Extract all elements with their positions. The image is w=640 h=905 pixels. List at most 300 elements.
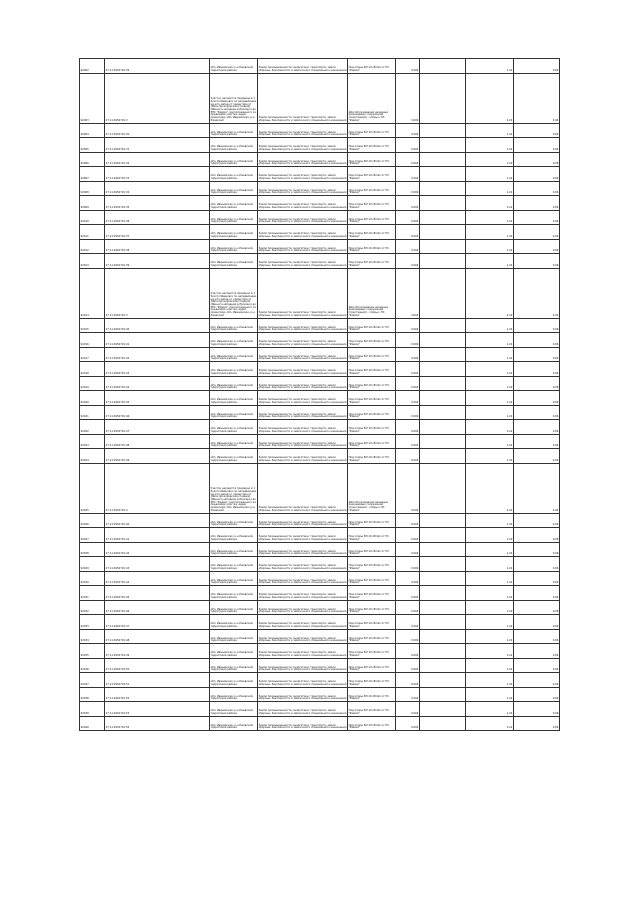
value2-text: 4.04 — [552, 313, 559, 317]
table-row — [80, 702, 560, 717]
table-body — [80, 59, 560, 731]
value2-text: 0.06 — [552, 234, 559, 238]
location-cell — [210, 463, 258, 513]
area-text: 0.004 — [411, 133, 419, 137]
value2-text: 0.06 — [552, 68, 559, 72]
empty-cell — [420, 463, 466, 513]
area-cell — [396, 167, 420, 182]
purpose-text: Под опоры ВЛ 10 кВ №1 от ПС "Ферма" — [348, 535, 390, 541]
land-category-text: Земли промышленности, энергетики, транспорта, земли обороны, безопасности и земли иного специального назначения — [258, 427, 347, 433]
location-cell — [210, 405, 258, 420]
row-id-text: 92019 — [80, 386, 89, 390]
value2-cell — [514, 59, 560, 74]
row-id-cell — [80, 542, 105, 557]
location-cell — [210, 152, 258, 167]
location-text: обл. Ивановская, р-н Ржевский, территория района — [210, 130, 254, 137]
value-text: 1.22 — [506, 711, 513, 715]
purpose-cell — [348, 513, 396, 528]
table-row — [80, 123, 560, 138]
cadastral-number-cell — [105, 73, 210, 123]
area-text: 0.004 — [411, 147, 419, 151]
row-id-cell — [80, 225, 105, 240]
value-text: 1.22 — [506, 342, 513, 346]
land-category-cell — [258, 586, 348, 601]
value-cell — [466, 658, 514, 673]
area-text: 0.004 — [411, 263, 419, 267]
value2-cell — [514, 73, 560, 123]
row-id-text: 92028 — [80, 552, 89, 556]
empty-cell — [420, 167, 466, 182]
area-cell — [396, 420, 420, 435]
land-category-text: Земли промышленности, энергетики, транспорта, земли обороны, безопасности и земли иного специального назначения — [258, 325, 347, 332]
land-category-text: Земли промышленности, энергетики, транспорта, земли обороны, безопасности и земли иного специального назначения — [258, 564, 347, 570]
purpose-cell — [348, 658, 396, 673]
area-cell — [396, 644, 420, 659]
purpose-cell — [348, 420, 396, 435]
cadastral-number-text: 27:11:0452701:40 — [105, 328, 130, 332]
cadastral-number-cell — [105, 181, 210, 196]
area-cell — [396, 513, 420, 528]
value2-text: 0.06 — [552, 682, 559, 686]
row-id-text: 92023 — [80, 444, 89, 448]
value-text: 1.22 — [506, 682, 513, 686]
land-category-cell — [258, 167, 348, 182]
value-text: 1.22 — [506, 523, 513, 527]
location-cell — [210, 181, 258, 196]
table-row — [80, 138, 560, 153]
purpose-cell — [348, 528, 396, 543]
land-category-cell — [258, 73, 348, 123]
cadastral-number-text: 27:11:0452701:38 — [105, 249, 130, 253]
cadastral-number-cell — [105, 254, 210, 269]
empty-cell — [420, 716, 466, 731]
cadastral-number-text: 27:11:0452701:47 — [105, 624, 130, 628]
empty-cell — [420, 318, 466, 333]
row-id-text: 92004 — [80, 133, 89, 137]
table-row — [80, 239, 560, 254]
area-cell — [396, 600, 420, 615]
value-text: 4.22 — [506, 118, 513, 122]
value2-cell — [514, 513, 560, 528]
row-id-text: 92022 — [80, 429, 89, 433]
value2-text: 0.06 — [552, 162, 559, 166]
row-id-text: 92031 — [80, 595, 89, 599]
purpose-text: Под опоры ВЛ 10 кВ №1 от ПС "Ферма" — [348, 174, 390, 180]
empty-cell — [420, 571, 466, 586]
value2-cell — [514, 420, 560, 435]
value-text: 1.22 — [506, 566, 513, 570]
row-id-text: 92015 — [80, 328, 89, 332]
row-id-text: 92012 — [80, 249, 89, 253]
value2-text: 0.06 — [552, 133, 559, 137]
table-row — [80, 210, 560, 225]
area-cell — [396, 225, 420, 240]
cadastral-number-text: 27:11:0452701:42 — [105, 552, 130, 556]
cadastral-number-cell — [105, 333, 210, 348]
area-text: 0.004 — [411, 697, 419, 701]
cadastral-number-text: 27:11:0452701:50 — [105, 668, 130, 672]
value2-cell — [514, 362, 560, 377]
empty-cell — [420, 181, 466, 196]
purpose-cell — [348, 196, 396, 211]
value-text: 1.22 — [506, 415, 513, 419]
value2-cell — [514, 528, 560, 543]
row-id-cell — [80, 673, 105, 688]
row-id-cell — [80, 449, 105, 464]
cadastral-number-cell — [105, 239, 210, 254]
land-category-text: Земли промышленности, энергетики, транспорта, земли обороны, безопасности и земли иного специального назначения — [258, 549, 347, 556]
value-text: 1.22 — [506, 205, 513, 209]
row-id-text: 92007 — [80, 176, 89, 180]
purpose-text: Под опоры ВЛ 10 кВ №1 от ПС "Ферма" — [348, 709, 390, 715]
purpose-text: Под опоры ВЛ 10 кВ №1 от ПС "Ферма" — [348, 607, 390, 614]
cadastral-number-cell — [105, 513, 210, 528]
cadastral-number-text: 27:11:0452701:3 — [105, 118, 128, 122]
land-category-cell — [258, 528, 348, 543]
cadastral-number-text: 27:11:0452701:46 — [105, 610, 130, 614]
row-id-text: 92021 — [80, 415, 89, 419]
land-category-cell — [258, 333, 348, 348]
value-cell — [466, 434, 514, 449]
location-text: обл. Ивановская, р-н Ржевский, территория района — [210, 354, 254, 361]
table-row — [80, 528, 560, 543]
value-cell — [466, 600, 514, 615]
value2-text: 0.06 — [552, 444, 559, 448]
area-text: 0.004 — [411, 624, 419, 628]
purpose-text: Под опоры ВЛ 10 кВ №1 от ПС "Ферма" — [348, 622, 390, 628]
value-cell — [466, 181, 514, 196]
table-row — [80, 658, 560, 673]
table-row — [80, 687, 560, 702]
purpose-cell — [348, 181, 396, 196]
cadastral-number-cell — [105, 687, 210, 702]
value-cell — [466, 59, 514, 74]
location-text: обл. Ивановская, р-н Ржевский, территория района — [210, 651, 254, 657]
land-category-text: Земли промышленности, энергетики, транспорта, земли обороны, безопасности и земли иного специального назначения — [258, 520, 347, 527]
value-cell — [466, 687, 514, 702]
location-cell — [210, 333, 258, 348]
location-cell — [210, 571, 258, 586]
area-cell — [396, 405, 420, 420]
cadastral-number-text: 27:11:0452701:48 — [105, 639, 130, 643]
location-text: Участок находится примерно в 1 5км по Ивановск по направлению на юго-запад от ориентира от (Ивса-прохоровская-станция) (Ива-юго-западная д Ерохино) до РПС "Ферма", расположенного за пределами участка, адрес ориентира: обл. Ивановская, р-н Ржевский — [210, 487, 257, 512]
value2-text: 0.06 — [552, 191, 559, 195]
value2-cell — [514, 152, 560, 167]
land-category-text: Земли промышленности, энергетики, транспорта, земли обороны, безопасности и земли иного специального назначения — [258, 217, 347, 224]
location-cell — [210, 225, 258, 240]
area-cell — [396, 673, 420, 688]
area-text: 4.004 — [411, 313, 419, 317]
area-cell — [396, 571, 420, 586]
value-cell — [466, 376, 514, 391]
land-category-cell — [258, 362, 348, 377]
table-row — [80, 600, 560, 615]
cadastral-number-cell — [105, 673, 210, 688]
location-text: обл. Ивановская, р-н Ржевский, территория района — [210, 636, 254, 643]
land-category-text: Земли промышленности, энергетики, транспорта, земли обороны, безопасности и земли иного специального назначения — [258, 246, 347, 253]
location-text: обл. Ивановская, р-н Ржевский, территория района — [210, 535, 254, 541]
row-id-text: 92010 — [80, 220, 89, 224]
row-id-text: 92038 — [80, 697, 89, 701]
table-row — [80, 347, 560, 362]
location-cell — [210, 362, 258, 377]
empty-cell — [420, 73, 466, 123]
row-id-text: 92003 — [80, 118, 89, 122]
value2-cell — [514, 702, 560, 717]
row-id-cell — [80, 571, 105, 586]
row-id-text: 92032 — [80, 610, 89, 614]
row-id-text: 92026 — [80, 523, 89, 527]
cadastral-number-text: 27:11:0452701:35 — [105, 205, 130, 209]
location-cell — [210, 239, 258, 254]
location-cell — [210, 434, 258, 449]
land-category-cell — [258, 181, 348, 196]
value-cell — [466, 152, 514, 167]
area-cell — [396, 629, 420, 644]
location-text: обл. Ивановская, р-н Ржевский, территория района — [210, 66, 254, 72]
cadastral-number-cell — [105, 59, 210, 74]
table-row — [80, 542, 560, 557]
purpose-cell — [348, 449, 396, 464]
location-cell — [210, 376, 258, 391]
row-id-text: 92037 — [80, 682, 89, 686]
location-cell — [210, 658, 258, 673]
cadastral-number-text: 27:11:0452701:44 — [105, 386, 130, 390]
row-id-cell — [80, 376, 105, 391]
cadastral-number-text: 27:11:0452701:48 — [105, 444, 130, 448]
value-text: 1.22 — [506, 400, 513, 404]
area-text: 0.004 — [411, 668, 419, 672]
cadastral-number-cell — [105, 658, 210, 673]
value-text: 1.22 — [506, 191, 513, 195]
purpose-text: Под опоры ВЛ 10 кВ №1 от ПС "Ферма" — [348, 680, 390, 686]
purpose-cell — [348, 225, 396, 240]
value-cell — [466, 391, 514, 406]
cadastral-number-cell — [105, 210, 210, 225]
value-text: 1.22 — [506, 653, 513, 657]
row-id-text: 92027 — [80, 537, 89, 541]
empty-cell — [420, 152, 466, 167]
purpose-text: Под опоры ВЛ 10 кВ №1 от ПС "Ферма" — [348, 564, 390, 570]
value2-cell — [514, 181, 560, 196]
value-text: 1.22 — [506, 639, 513, 643]
cadastral-number-cell — [105, 615, 210, 630]
value2-cell — [514, 268, 560, 318]
location-text: обл. Ивановская, р-н Ржевский, территория района — [210, 246, 254, 253]
cadastral-number-text: 27:11:0452701:41 — [105, 342, 130, 346]
area-cell — [396, 239, 420, 254]
value2-cell — [514, 225, 560, 240]
location-cell — [210, 600, 258, 615]
value-text: 1.22 — [506, 371, 513, 375]
row-id-cell — [80, 152, 105, 167]
purpose-text: Под опоры ВЛ 10 кВ №1 от ПС "Ферма" — [348, 636, 390, 643]
row-id-text: 92013 — [80, 263, 89, 267]
table-row — [80, 152, 560, 167]
purpose-cell — [348, 318, 396, 333]
row-id-cell — [80, 434, 105, 449]
purpose-cell — [348, 73, 396, 123]
purpose-text: Под опоры ВЛ 10 кВ №1 от ПС "Ферма" — [348, 188, 390, 195]
location-text: обл. Ивановская, р-н Ржевский, территория района — [210, 232, 254, 238]
value-cell — [466, 449, 514, 464]
row-id-cell — [80, 420, 105, 435]
value2-text: 0.06 — [552, 711, 559, 715]
land-category-text: Земли промышленности, энергетики, транспорта, земли обороны, безопасности и земли иного специального назначения — [258, 340, 347, 346]
empty-cell — [420, 629, 466, 644]
cadastral-number-cell — [105, 225, 210, 240]
area-cell — [396, 347, 420, 362]
location-text: обл. Ивановская, р-н Ржевский, территория района — [210, 325, 254, 332]
land-category-cell — [258, 210, 348, 225]
area-cell — [396, 702, 420, 717]
land-category-text: Земли промышленности, энергетики, транспорта, земли обороны, безопасности и земли иного специального назначения — [258, 383, 347, 390]
empty-cell — [420, 123, 466, 138]
row-id-cell — [80, 59, 105, 74]
purpose-cell — [348, 557, 396, 572]
empty-cell — [420, 268, 466, 318]
purpose-cell — [348, 571, 396, 586]
purpose-text: Под опоры ВЛ 10 кВ №1 от ПС "Ферма" — [348, 66, 390, 72]
purpose-cell — [348, 405, 396, 420]
empty-cell — [420, 210, 466, 225]
cadastral-number-cell — [105, 138, 210, 153]
area-text: 0.004 — [411, 205, 419, 209]
value-cell — [466, 463, 514, 513]
cadastral-number-cell — [105, 123, 210, 138]
value2-cell — [514, 391, 560, 406]
row-id-text: 92024 — [80, 458, 89, 462]
location-text: обл. Ивановская, р-н Ржевский, территория района — [210, 369, 254, 375]
land-parcels-table — [79, 58, 560, 731]
location-cell — [210, 629, 258, 644]
cadastral-number-cell — [105, 702, 210, 717]
location-cell — [210, 449, 258, 464]
empty-cell — [420, 434, 466, 449]
row-id-cell — [80, 254, 105, 269]
purpose-cell — [348, 254, 396, 269]
location-text: обл. Ивановская, р-н Ржевский, территория района — [210, 383, 254, 390]
area-cell — [396, 557, 420, 572]
value2-text: 0.06 — [552, 668, 559, 672]
value2-cell — [514, 347, 560, 362]
table-row — [80, 181, 560, 196]
cadastral-number-text: 27:11:0452701:40 — [105, 523, 130, 527]
land-category-text: Земли промышленности, энергетики, транспорта, земли обороны, безопасности и земли иного специального назначения — [258, 694, 347, 701]
purpose-text: Под опоры ВЛ 10 кВ №1 от ПС "Ферма" — [348, 549, 390, 556]
cadastral-number-text: 27:11:0452701:30 — [105, 133, 130, 137]
empty-cell — [420, 333, 466, 348]
value2-text: 0.06 — [552, 581, 559, 585]
purpose-text: Под опоры ВЛ 10 кВ №1 от ПС "Ферма" — [348, 578, 390, 585]
purpose-text: Под опоры ВЛ 10 кВ №1 от ПС "Ферма" — [348, 723, 390, 730]
land-category-text: Земли промышленности, энергетики, транспорта, земли обороны, безопасности и земли иного специального назначения — [258, 535, 347, 541]
empty-cell — [420, 557, 466, 572]
land-category-cell — [258, 123, 348, 138]
location-cell — [210, 702, 258, 717]
location-text: обл. Ивановская, р-н Ржевский, территория района — [210, 549, 254, 556]
area-cell — [396, 254, 420, 269]
row-id-cell — [80, 586, 105, 601]
value2-cell — [514, 629, 560, 644]
cadastral-number-text: 27:11:0452701:3 — [105, 313, 128, 317]
value-text: 1.22 — [506, 234, 513, 238]
value-text: 1.22 — [506, 581, 513, 585]
land-category-text: Земли промышленности, энергетики, транспорта, земли обороны, безопасности и земли иного специального назначения — [258, 593, 347, 599]
value2-cell — [514, 239, 560, 254]
value2-cell — [514, 434, 560, 449]
value2-text: 0.06 — [552, 566, 559, 570]
purpose-text: Под опоры ВЛ 10 кВ №1 от ПС "Ферма" — [348, 398, 390, 404]
land-category-text: Земли промышленности, энергетики, транспорта, земли обороны, безопасности и земли иного специального назначения — [258, 66, 347, 72]
row-id-cell — [80, 362, 105, 377]
land-category-text: Земли промышленности, энергетики, транспорта, земли обороны, безопасности и земли иного специального назначения — [258, 369, 347, 375]
location-text: обл. Ивановская, р-н Ржевский, территория района — [210, 427, 254, 433]
location-text: обл. Ивановская, р-н Ржевский, территория района — [210, 456, 254, 462]
land-category-text: Земли промышленности, энергетики, транспорта, земли обороны, безопасности и земли иного специального назначения — [258, 456, 347, 462]
row-id-cell — [80, 600, 105, 615]
empty-cell — [420, 687, 466, 702]
value-cell — [466, 405, 514, 420]
land-category-cell — [258, 571, 348, 586]
cadastral-number-text: 27:11:0452701:34 — [105, 191, 130, 195]
table-row — [80, 463, 560, 513]
land-category-text: Земли промышленности, энергетики, транспорта, земли обороны, безопасности и земли иного специального назначения — [258, 412, 347, 419]
empty-cell — [420, 405, 466, 420]
value-cell — [466, 528, 514, 543]
cadastral-number-cell — [105, 376, 210, 391]
land-category-text: Земли промышленности, энергетики, транспорта, земли обороны, безопасности и земли иного специального назначения — [258, 159, 347, 166]
row-id-cell — [80, 333, 105, 348]
purpose-text: Под опоры ВЛ 10 кВ №1 от ПС "Ферма" — [348, 383, 390, 390]
location-text: обл. Ивановская, р-н Ржевский, территория района — [210, 261, 254, 267]
area-text: 0.004 — [411, 639, 419, 643]
value2-cell — [514, 167, 560, 182]
value-cell — [466, 347, 514, 362]
cadastral-number-cell — [105, 196, 210, 211]
cadastral-number-cell — [105, 347, 210, 362]
row-id-text: 92014 — [80, 313, 89, 317]
location-cell — [210, 123, 258, 138]
purpose-cell — [348, 391, 396, 406]
value-text: 1.22 — [506, 162, 513, 166]
empty-cell — [420, 615, 466, 630]
row-id-text: 92030 — [80, 581, 89, 585]
value-text: 1.22 — [506, 429, 513, 433]
value-cell — [466, 702, 514, 717]
purpose-text: Под опоры ВЛ 10 кВ №1 от ПС "Ферма" — [348, 427, 390, 433]
value-cell — [466, 254, 514, 269]
row-id-cell — [80, 615, 105, 630]
value-text: 1.22 — [506, 697, 513, 701]
location-text: обл. Ивановская, р-н Ржевский, территория района — [210, 709, 254, 715]
empty-cell — [420, 600, 466, 615]
location-text: обл. Ивановская, р-н Ржевский, территория района — [210, 217, 254, 224]
purpose-cell — [348, 702, 396, 717]
value-text: 1.22 — [506, 595, 513, 599]
value2-cell — [514, 254, 560, 269]
location-text: обл. Ивановская, р-н Ржевский, территория района — [210, 694, 254, 701]
table-row — [80, 586, 560, 601]
empty-cell — [420, 225, 466, 240]
location-cell — [210, 347, 258, 362]
purpose-text: Под опоры ВЛ 10 кВ №1 от ПС "Ферма" — [348, 203, 390, 209]
cadastral-number-cell — [105, 405, 210, 420]
land-category-cell — [258, 268, 348, 318]
value2-cell — [514, 376, 560, 391]
purpose-text: Под опоры ВЛ 10 кВ №1 от ПС "Ферма" — [348, 217, 390, 224]
cadastral-number-text: 27:11:0452701:47 — [105, 429, 130, 433]
